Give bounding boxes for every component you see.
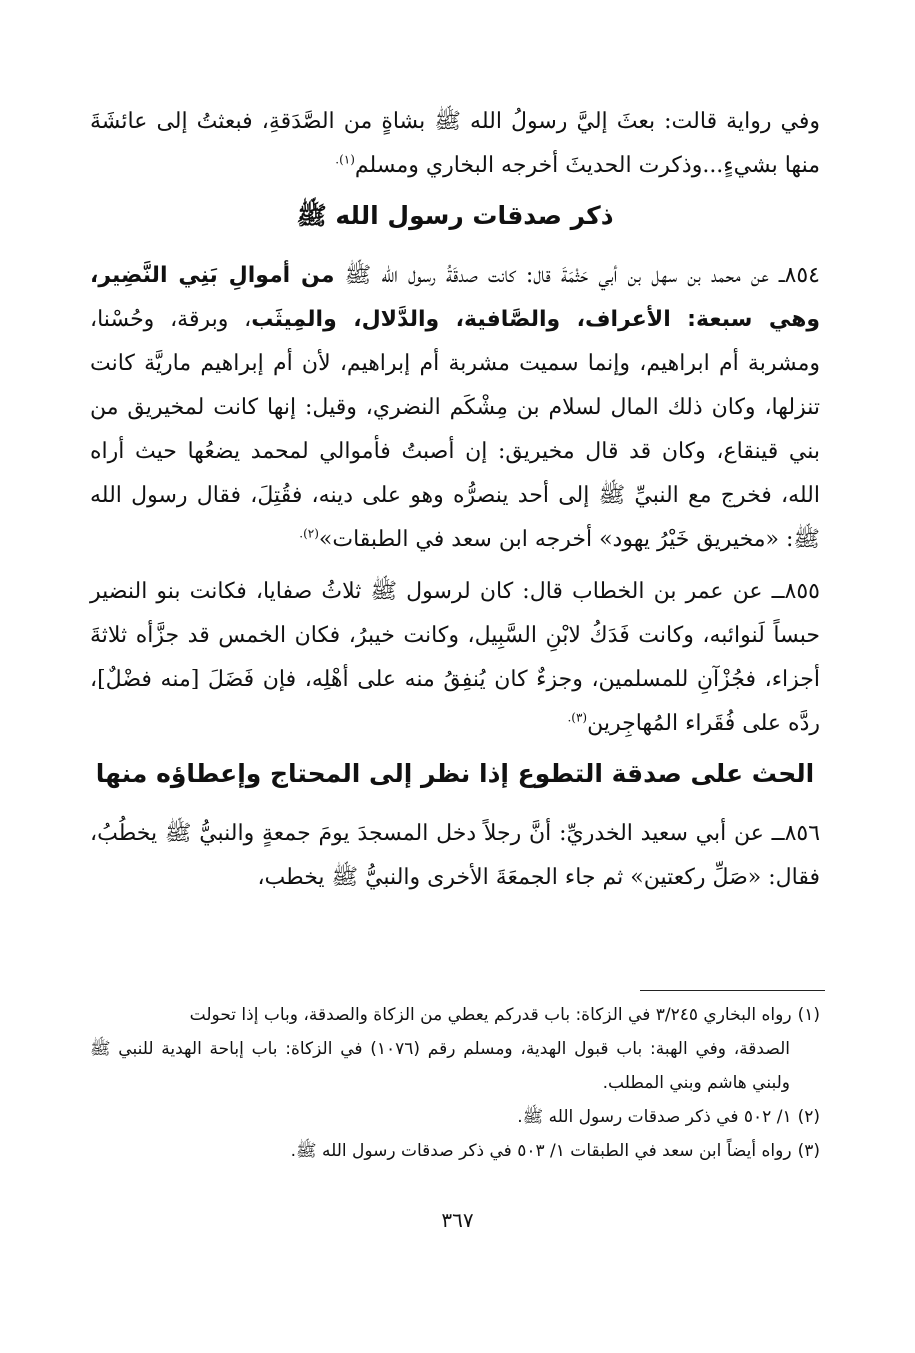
footnote-ref-3: (٣).	[567, 710, 588, 725]
footnotes	[90, 998, 820, 1168]
hadith-854-text-part1: عن محمد بن سهل بن أبي حَثْمَةَ قال: كانت صدقَةُ رسول الله ﷺ	[334, 263, 769, 288]
hadith-854	[90, 254, 820, 562]
section-heading-voluntary-charity: الحث على صدقة التطوع إذا نظر إلى المحتاج وإعطاؤه منها	[95, 759, 815, 788]
footnote-ref-2: (٢).	[299, 526, 319, 541]
section-heading-prophet-charities: ذكر صدقات رسول الله ﷺ	[296, 201, 614, 230]
main-text	[90, 100, 820, 908]
intro-text: وفي رواية قالت: بعثَ إليَّ رسولُ الله ﷺ بشاةٍ من الصَّدَقةِ، فبعثتُ إلى عائشَةَ منها بشيءٍ...وذكرت الحديثَ أخرجه البخاري ومسلم	[90, 109, 820, 178]
footnote-number: (٢)	[797, 1107, 820, 1127]
footnote-number: (٣)	[797, 1141, 820, 1161]
footnote-ref-1: (١).	[335, 152, 355, 167]
page-number: ٣٦٧	[441, 1208, 474, 1232]
hadith-number-854: ٨٥٤ــ	[779, 263, 820, 288]
hadith-855-text: عن عمر بن الخطاب قال: كان لرسول ﷺ ثلاثُ صفايا، فكانت بنو النضير حبساً لَنوائبه، وكانت فَدَكُ لابْنِ السَّبِيل، وكانت خيبرُ، فكان الخمس قد جزَّأه ثلاثةَ أجزاء، فجُزْآنِ للمسلمين، وجزءٌ كان يُنفِقُ منه على أهْلِه، فإن فَضَلَ [منه فضْلٌ]، ردَّه على فُقَراء المُهاجِرين	[90, 579, 820, 736]
hadith-854-text-part2: ، وبرقة، وحُسْنا، ومشربة أم ابراهيم، وإنما سميت مشربة أم إبراهيم، لأن أم إبراهيم ماريَّة كانت تنزلها، وكان ذلك المال لسلام بن مِشْكَم النضري، وقيل: إنها كانت لمخيريق من بني قينقاع، وكان قد قال مخيريق: إن أصبتُ فأموالي لمحمد يضعُها حيث أراه الله، فخرج مع النبيِّ ﷺ إلى أحد ينصرُّه وهو على دينه، فقُتِلَ، فقال رسول الله ﷺ: «مخيريق خَيْرُ يهود» أخرجه ابن سعد في الطبقات»	[90, 307, 820, 552]
hadith-854-emphasis: من أموالِ بَنِي النَّضِير، وهي سبعة: الأعراف، والصَّافية، والدَّلال، والمِيثَب	[90, 263, 820, 332]
footnote-divider	[640, 990, 825, 991]
footnote-1-continuation: الصدقة، وفي الهبة: باب قبول الهدية، ومسلم رقم (١٠٧٦) في الزكاة: باب إباحة الهدية للنبي ﷺ ولبني هاشم وبني المطلب.	[90, 1039, 791, 1093]
footnote-3	[90, 1134, 820, 1168]
hadith-855	[90, 570, 820, 746]
footnote-1	[90, 998, 820, 1032]
footnote-text: ١/ ٥٠٢ في ذكر صدقات رسول الله ﷺ.	[517, 1107, 792, 1127]
hadith-number-856: ٨٥٦ــ	[771, 821, 821, 846]
hadith-856-text: عن أبي سعيد الخدريِّ: أنَّ رجلاً دخل المسجدَ يومَ جمعةٍ والنبيُّ ﷺ يخطُبُ، فقال: «صَلِّ ركعتين» ثم جاء الجمعَةَ الأخرى والنبيُّ ﷺ يخطب،	[90, 821, 820, 890]
footnote-text: رواه أيضاً ابن سعد في الطبقات ١/ ٥٠٣ في ذكر صدقات رسول الله ﷺ.	[290, 1141, 792, 1161]
footnote-number: (١)	[797, 1005, 820, 1025]
hadith-number-855: ٨٥٥ــ	[771, 579, 820, 604]
footnote-2	[90, 1100, 820, 1134]
footnote-text: رواه البخاري ٣/٢٤٥ في الزكاة: باب قدركم يعطي من الزكاة والصدقة، وباب إذا تحولت	[189, 1005, 792, 1025]
intro-paragraph	[90, 100, 820, 188]
hadith-856	[90, 812, 820, 900]
